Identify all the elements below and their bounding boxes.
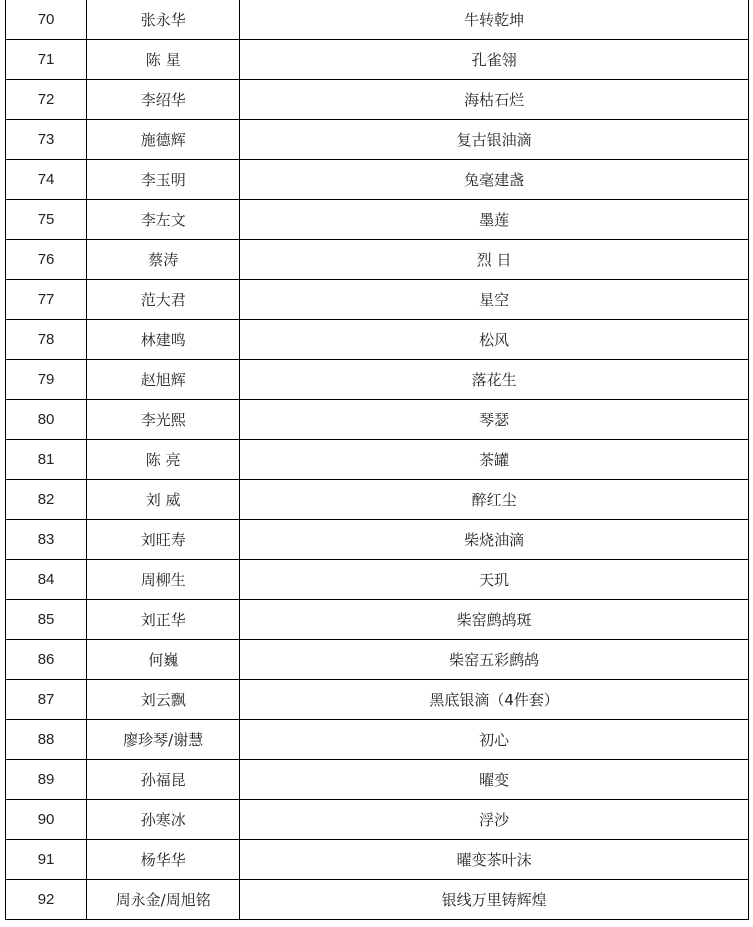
row-number-cell: 91 [6, 840, 87, 880]
row-number-cell: 83 [6, 520, 87, 560]
work-title-cell: 初心 [240, 720, 749, 760]
work-title-cell: 柴窑鹧鸪斑 [240, 600, 749, 640]
row-number-cell: 81 [6, 440, 87, 480]
work-title-cell: 落花生 [240, 360, 749, 400]
author-name-cell: 蔡涛 [87, 240, 240, 280]
author-name-cell: 周永金/周旭铭 [87, 880, 240, 920]
work-title-cell: 曜变 [240, 760, 749, 800]
work-title-cell: 牛转乾坤 [240, 0, 749, 40]
author-name-cell: 李玉明 [87, 160, 240, 200]
table-row [6, 360, 749, 400]
work-title-cell: 醉红尘 [240, 480, 749, 520]
entries-table [5, 0, 749, 920]
table-row [6, 0, 749, 40]
table-row [6, 480, 749, 520]
table-row [6, 200, 749, 240]
row-number-cell: 80 [6, 400, 87, 440]
author-name-cell: 李光熙 [87, 400, 240, 440]
work-title-cell: 柴烧油滴 [240, 520, 749, 560]
author-name-cell: 杨华华 [87, 840, 240, 880]
table-row [6, 800, 749, 840]
work-title-cell: 墨莲 [240, 200, 749, 240]
work-title-cell: 茶罐 [240, 440, 749, 480]
table-row [6, 320, 749, 360]
author-name-cell: 林建鸣 [87, 320, 240, 360]
work-title-cell: 曜变茶叶沫 [240, 840, 749, 880]
author-name-cell: 陈 亮 [87, 440, 240, 480]
table-row [6, 880, 749, 920]
author-name-cell: 刘旺寿 [87, 520, 240, 560]
row-number-cell: 70 [6, 0, 87, 40]
row-number-cell: 76 [6, 240, 87, 280]
author-name-cell: 施德辉 [87, 120, 240, 160]
author-name-cell: 廖珍琴/谢慧 [87, 720, 240, 760]
work-title-cell: 复古银油滴 [240, 120, 749, 160]
row-number-cell: 89 [6, 760, 87, 800]
work-title-cell: 柴窑五彩鹧鸪 [240, 640, 749, 680]
author-name-cell: 刘 威 [87, 480, 240, 520]
author-name-cell: 范大君 [87, 280, 240, 320]
work-title-cell: 黑底银滴（4件套） [240, 680, 749, 720]
row-number-cell: 88 [6, 720, 87, 760]
table-row [6, 280, 749, 320]
table-row [6, 40, 749, 80]
row-number-cell: 92 [6, 880, 87, 920]
work-title-cell: 银线万里铸辉煌 [240, 880, 749, 920]
table-row [6, 840, 749, 880]
author-name-cell: 孙福昆 [87, 760, 240, 800]
row-number-cell: 72 [6, 80, 87, 120]
work-title-cell: 烈 日 [240, 240, 749, 280]
author-name-cell: 周柳生 [87, 560, 240, 600]
work-title-cell: 海枯石烂 [240, 80, 749, 120]
work-title-cell: 天玑 [240, 560, 749, 600]
table-row [6, 640, 749, 680]
table-row [6, 160, 749, 200]
author-name-cell: 张永华 [87, 0, 240, 40]
author-name-cell: 刘正华 [87, 600, 240, 640]
row-number-cell: 85 [6, 600, 87, 640]
table-row [6, 600, 749, 640]
author-name-cell: 孙寒冰 [87, 800, 240, 840]
author-name-cell: 何巍 [87, 640, 240, 680]
work-title-cell: 松风 [240, 320, 749, 360]
table-body [6, 0, 749, 920]
table-row [6, 240, 749, 280]
work-title-cell: 星空 [240, 280, 749, 320]
table-row [6, 560, 749, 600]
row-number-cell: 84 [6, 560, 87, 600]
table-row [6, 440, 749, 480]
author-name-cell: 李左文 [87, 200, 240, 240]
row-number-cell: 71 [6, 40, 87, 80]
table-row [6, 120, 749, 160]
table-row [6, 760, 749, 800]
table-row [6, 680, 749, 720]
work-title-cell: 琴瑟 [240, 400, 749, 440]
row-number-cell: 73 [6, 120, 87, 160]
row-number-cell: 74 [6, 160, 87, 200]
row-number-cell: 77 [6, 280, 87, 320]
table-row [6, 80, 749, 120]
author-name-cell: 李绍华 [87, 80, 240, 120]
author-name-cell: 陈 星 [87, 40, 240, 80]
row-number-cell: 86 [6, 640, 87, 680]
row-number-cell: 90 [6, 800, 87, 840]
row-number-cell: 75 [6, 200, 87, 240]
table-row [6, 400, 749, 440]
row-number-cell: 87 [6, 680, 87, 720]
table-row [6, 520, 749, 560]
work-title-cell: 浮沙 [240, 800, 749, 840]
row-number-cell: 78 [6, 320, 87, 360]
row-number-cell: 79 [6, 360, 87, 400]
work-title-cell: 兔毫建盏 [240, 160, 749, 200]
row-number-cell: 82 [6, 480, 87, 520]
author-name-cell: 赵旭辉 [87, 360, 240, 400]
author-name-cell: 刘云飘 [87, 680, 240, 720]
table-row [6, 720, 749, 760]
work-title-cell: 孔雀翎 [240, 40, 749, 80]
